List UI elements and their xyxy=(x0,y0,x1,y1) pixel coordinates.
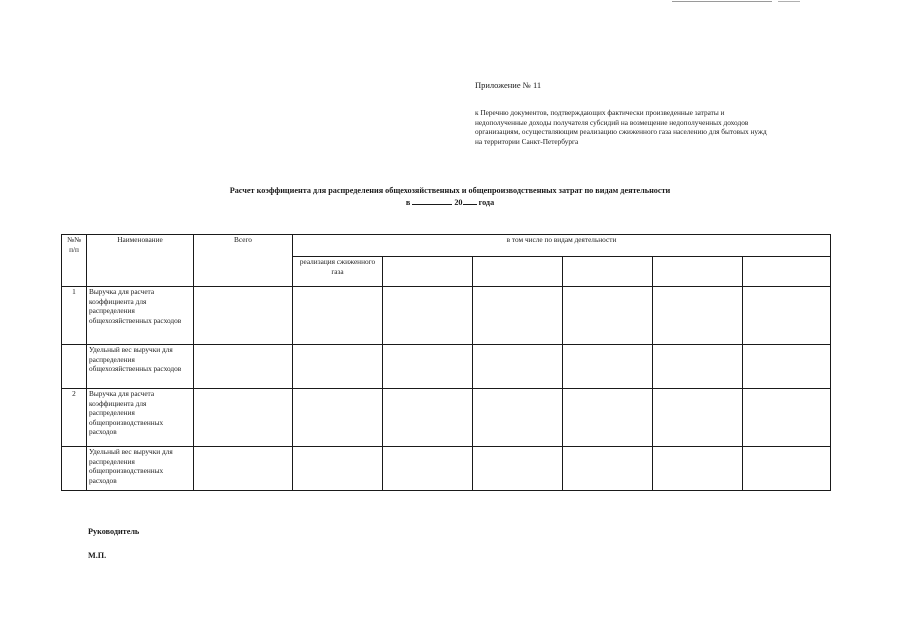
heading-period xyxy=(100,196,800,208)
document-heading xyxy=(100,185,800,208)
value-cell[interactable] xyxy=(653,389,743,447)
value-cell[interactable] xyxy=(743,345,831,389)
header-activity-blank xyxy=(473,257,563,287)
value-cell[interactable] xyxy=(563,389,653,447)
value-cell[interactable] xyxy=(473,389,563,447)
blank-month-field[interactable] xyxy=(412,196,452,205)
row-number xyxy=(62,447,87,491)
scan-edge-mark xyxy=(778,1,800,2)
signatory-label: Руководитель xyxy=(88,527,140,536)
value-cell[interactable] xyxy=(563,447,653,491)
scan-edge-mark xyxy=(672,1,772,2)
value-cell[interactable] xyxy=(653,447,743,491)
value-cell[interactable] xyxy=(743,447,831,491)
value-cell[interactable] xyxy=(293,447,383,491)
heading-period-prefix: в xyxy=(405,198,413,207)
value-cell[interactable] xyxy=(383,287,473,345)
header-activity-blank xyxy=(653,257,743,287)
table-row xyxy=(62,287,831,345)
header-number: №№ п/п xyxy=(62,235,87,287)
value-cell[interactable] xyxy=(383,389,473,447)
value-cell[interactable] xyxy=(473,447,563,491)
header-activity-blank xyxy=(563,257,653,287)
stamp-label: М.П. xyxy=(88,551,107,560)
total-cell[interactable] xyxy=(194,287,293,345)
heading-period-year: 20 xyxy=(452,198,463,207)
total-cell[interactable] xyxy=(194,389,293,447)
header-activity-blank xyxy=(383,257,473,287)
header-total: Всего xyxy=(194,235,293,287)
table-row xyxy=(62,447,831,491)
appendix-note-line: на территории Санкт-Петербурга xyxy=(475,136,579,146)
value-cell[interactable] xyxy=(563,345,653,389)
value-cell[interactable] xyxy=(383,447,473,491)
value-cell[interactable] xyxy=(653,345,743,389)
appendix-title: Приложение № 11 xyxy=(475,80,542,90)
header-activity-blank xyxy=(743,257,831,287)
value-cell[interactable] xyxy=(473,287,563,345)
appendix-note-line: недополученные доходы получателя субсидий на возмещение недополученных доходов xyxy=(475,117,749,127)
value-cell[interactable] xyxy=(743,287,831,345)
row-number: 1 xyxy=(62,287,87,345)
appendix-note-line: к Перечню документов, подтверждающих фактически произведенные затраты и xyxy=(475,108,725,117)
row-label: Выручка для расчета коэффициента для распределения общепроизводственных расходов xyxy=(87,389,194,447)
value-cell[interactable] xyxy=(293,389,383,447)
table-row xyxy=(62,389,831,447)
calculation-table xyxy=(61,234,831,491)
value-cell[interactable] xyxy=(743,389,831,447)
appendix-note-line: организациям, осуществляющим реализацию сжиженного газа населению для бытовых нужд xyxy=(475,127,767,137)
value-cell[interactable] xyxy=(293,345,383,389)
heading-period-suffix: года xyxy=(476,198,495,207)
total-cell[interactable] xyxy=(194,345,293,389)
value-cell[interactable] xyxy=(293,287,383,345)
header-activities: в том числе по видам деятельности xyxy=(293,235,831,257)
row-label: Выручка для расчета коэффициента для распределения общехозяйственных расходов xyxy=(87,287,194,345)
value-cell[interactable] xyxy=(563,287,653,345)
total-cell[interactable] xyxy=(194,447,293,491)
header-activity-lpg: реализация сжиженного газа xyxy=(293,257,383,287)
row-label: Удельный вес выручки для распределения общепроизводственных расходов xyxy=(87,447,194,491)
row-number: 2 xyxy=(62,389,87,447)
row-number xyxy=(62,345,87,389)
appendix-note xyxy=(475,108,855,146)
heading-title: Расчет коэффициента для распределения общехозяйственных и общепроизводственных затрат по видам деятельности xyxy=(229,186,671,195)
blank-year-field[interactable] xyxy=(463,196,477,205)
row-label: Удельный вес выручки для распределения общехозяйственных расходов xyxy=(87,345,194,389)
value-cell[interactable] xyxy=(383,345,473,389)
header-name: Наименование xyxy=(87,235,194,287)
value-cell[interactable] xyxy=(473,345,563,389)
value-cell[interactable] xyxy=(653,287,743,345)
table-row xyxy=(62,345,831,389)
